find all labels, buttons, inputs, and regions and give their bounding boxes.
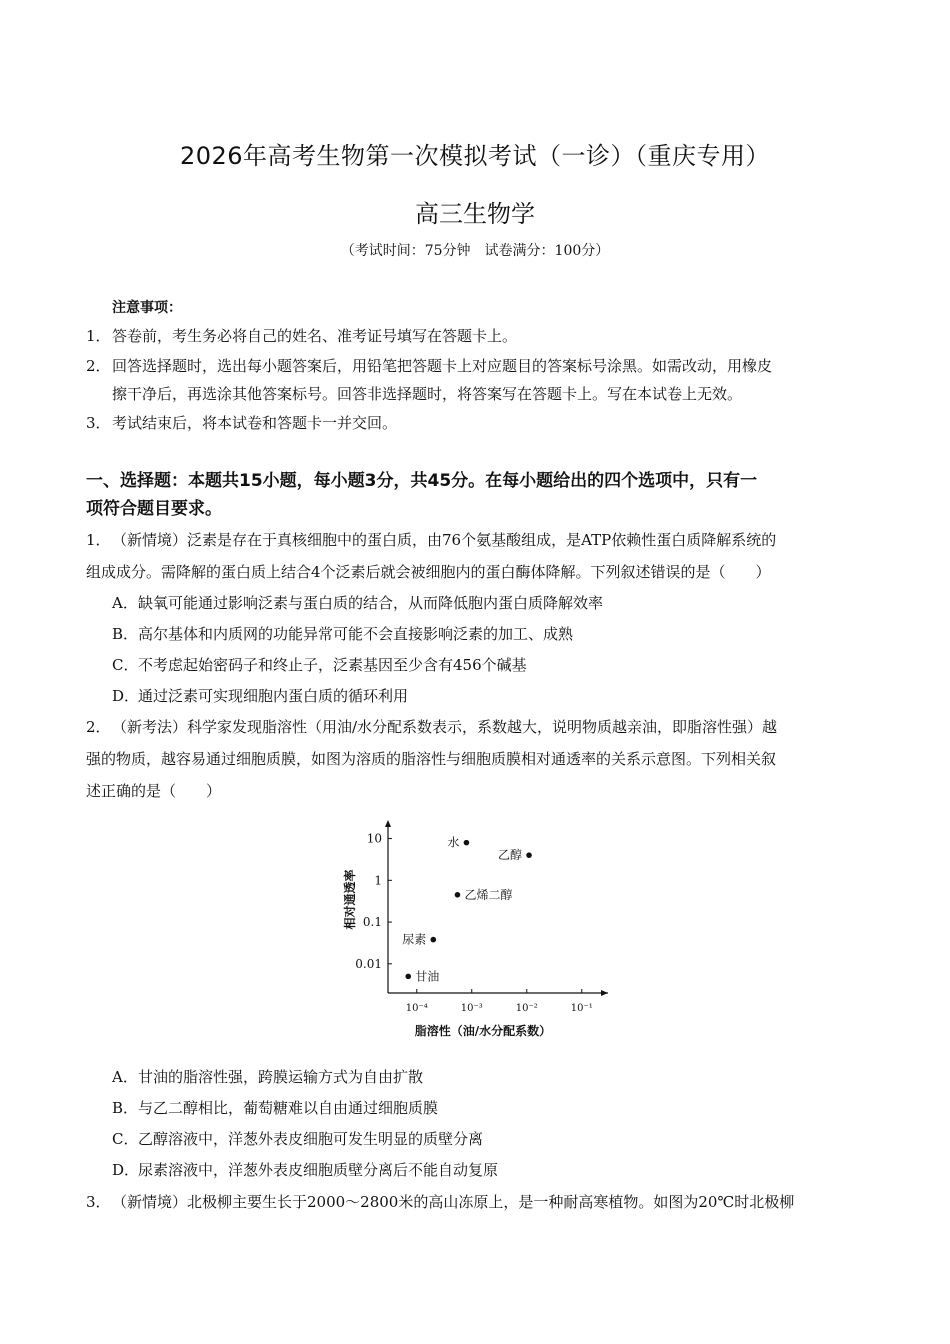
y-tick-label: 1: [374, 873, 382, 888]
main-title: 2026年高考生物第一次模拟考试（一诊）（重庆专用）: [179, 142, 771, 170]
note-item: [86, 356, 772, 376]
note-num: 3．: [86, 414, 111, 432]
note-item: [86, 326, 517, 346]
question-num: 2．: [86, 718, 111, 736]
data-point: [431, 937, 437, 943]
section-heading-cont: 项符合题目要求。: [86, 499, 222, 519]
note-num: 2．: [86, 357, 111, 375]
question-2: [86, 717, 777, 737]
y-axis-label: 相对通透率: [343, 869, 357, 930]
question-num: 1．: [86, 531, 111, 549]
x-tick-label: 10⁻¹: [570, 1003, 593, 1014]
option-c: C．不考虑起始密码子和终止子，泛素基因至少含有456个碱基: [112, 656, 527, 674]
option-a: A．缺氧可能通过影响泛素与蛋白质的结合，从而降低胞内蛋白质降解效率: [112, 594, 604, 612]
permeability-chart: [330, 818, 630, 1048]
question-text: （新情境）北极柳主要生长于2000～2800米的高山冻原上，是一种耐高寒植物。如图为20℃时北极柳: [112, 1193, 795, 1211]
question-text-cont: 述正确的是（ ）: [86, 782, 222, 800]
note-text-cont: 擦干净后，再选涂其他答案标号。回答非选择题时，将答案写在答题卡上。写在本试卷上无效。: [112, 385, 743, 403]
y-axis-arrow: [385, 820, 391, 827]
note-num: 1．: [86, 327, 111, 345]
note-item: [86, 413, 397, 433]
note-text: 答卷前，考生务必将自己的姓名、准考证号填写在答题卡上。: [112, 327, 518, 345]
x-axis-arrow: [601, 990, 608, 996]
option-d: D．尿素溶液中，洋葱外表皮细胞质壁分离后不能自动复原: [112, 1161, 499, 1179]
x-tick-label: 10⁻³: [460, 1003, 483, 1014]
data-point-label: 甘油: [415, 969, 440, 984]
option-b: B．与乙二醇相比，葡萄糖难以自由通过细胞质膜: [112, 1099, 439, 1117]
question-text: （新考法）科学家发现脂溶性（用油/水分配系数表示，系数越大，说明物质越亲油，即脂溶性强）越: [112, 718, 778, 736]
y-tick-label: 10: [366, 831, 382, 846]
option-a: A．甘油的脂溶性强，跨膜运输方式为自由扩散: [112, 1068, 424, 1086]
question-1: [86, 530, 776, 550]
data-point: [464, 840, 470, 846]
data-point-label: 水: [447, 835, 460, 850]
section-heading: 一、选择题：本题共15小题，每小题3分，共45分。在每小题给出的四个选项中，只有一: [86, 471, 758, 491]
question-3: [86, 1192, 794, 1212]
data-point: [405, 974, 411, 980]
data-point: [455, 892, 461, 898]
exam-info: （考试时间：75分钟 试卷满分：100分）: [340, 243, 610, 259]
question-text-cont: 强的物质，越容易通过细胞质膜，如图为溶质的脂溶性与细胞质膜相对通透率的关系示意图。下列相关叙: [86, 750, 777, 768]
question-text: （新情境）泛素是存在于真核细胞中的蛋白质，由76个氨基酸组成，是ATP依赖性蛋白质降解系统的: [112, 531, 777, 549]
question-text-cont: 组成成分。需降解的蛋白质上结合4个泛素后就会被细胞内的蛋白酶体降解。下列叙述错误的是（ ）: [86, 563, 771, 581]
x-tick-label: 10⁻⁴: [405, 1003, 428, 1014]
question-num: 3．: [86, 1193, 111, 1211]
data-point-label: 乙醇: [498, 848, 523, 863]
data-point-label: 乙烯二醇: [464, 887, 513, 902]
y-tick-label: 0.1: [362, 915, 382, 930]
x-tick-label: 10⁻²: [515, 1003, 538, 1014]
notes-title: 注意事项：: [112, 300, 182, 316]
option-b: B．高尔基体和内质网的功能异常可能不会直接影响泛素的加工、成熟: [112, 625, 574, 643]
y-tick-label: 0.01: [355, 956, 382, 971]
note-text: 考试结束后，将本试卷和答题卡一并交回。: [112, 414, 398, 432]
sub-title: 高三生物学: [415, 200, 535, 228]
note-text: 回答选择题时，选出每小题答案后，用铅笔把答题卡上对应题目的答案标号涂黑。如需改动，用橡皮: [112, 357, 773, 375]
option-c: C．乙醇溶液中，洋葱外表皮细胞可发生明显的质壁分离: [112, 1130, 484, 1148]
data-point: [526, 852, 532, 858]
data-point-label: 尿素: [402, 932, 427, 947]
option-d: D．通过泛素可实现细胞内蛋白质的循环利用: [112, 687, 409, 705]
x-axis-label: 脂溶性（油/水分配系数）: [414, 1024, 552, 1038]
